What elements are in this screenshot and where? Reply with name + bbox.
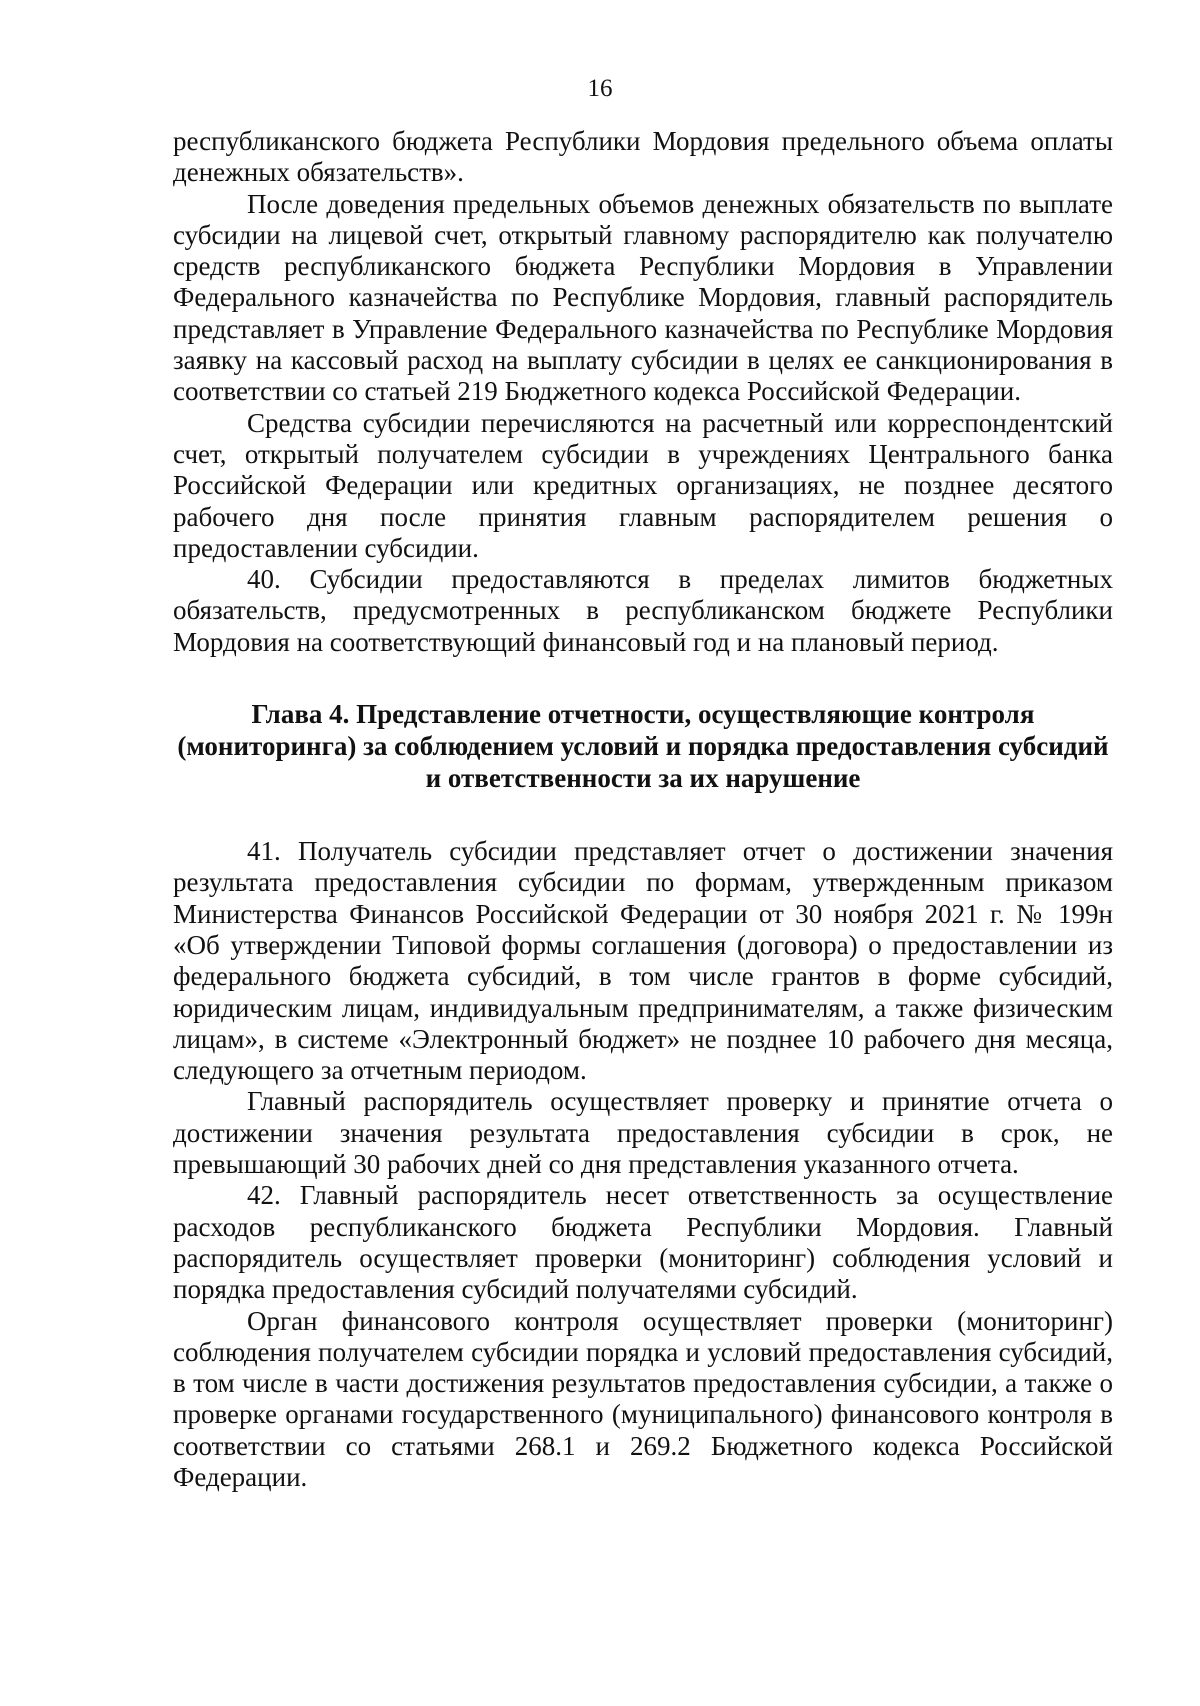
paragraph-budget-limits: После доведения предельных объемов денежных обязательств по выплате субсидии на лицевой счет, открытый главному распорядителю как получателю средств республиканского бюджета Республики Мордовия в Управлении Федерального казначейства по Республике Мордовия, главный распорядитель представляет в Управление Федерального казначейства по Республике Мордовия заявку на кассовый расход на выплату субсидии в целях ее санкционирования в соответствии со статьей 219 Бюджетного кодекса Российской Федерации. (173, 188, 1113, 407)
paragraph-clause-42: 42. Главный распорядитель несет ответственность за осуществление расходов республиканского бюджета Республики Мордовия. Главный распорядитель осуществляет проверки (мониторинг) соблюдения условий и порядка предоставления субсидий получателями субсидий. (173, 1180, 1113, 1305)
paragraph-clause-41: 41. Получатель субсидии представляет отчет о достижении значения результата предоставления субсидии по формам, утвержденным приказом Министерства Финансов Российской Федерации от 30 ноября 2021 г. № 199н «Об утверждении Типовой формы соглашения (договора) о предоставлении из федерального бюджета субсидий, в том числе грантов в форме субсидий, юридическим лицам, индивидуальным предпринимателям, а также физическим лицам», в системе «Электронный бюджет» не позднее 10 рабочего дня месяца, следующего за отчетным периодом. (173, 836, 1113, 1086)
paragraph-report-review: Главный распорядитель осуществляет проверку и принятие отчета о достижении значения результата предоставления субсидии в срок, не превышающий 30 рабочих дней со дня представления указанного отчета. (173, 1086, 1113, 1180)
chapter-title: Глава 4. Представление отчетности, осуществляющие контроля (мониторинга) за соблюдением условий и порядка предоставления субсидий и ответственности за их нарушение (177, 699, 1109, 794)
paragraph-clause-40: 40. Субсидии предоставляются в пределах лимитов бюджетных обязательств, предусмотренных в республиканском бюджете Республики Мордовия на соответствующий финансовый год и на плановый период. (173, 564, 1113, 657)
paragraph-financial-control: Орган финансового контроля осуществляет проверки (мониторинг) соблюдения получателем субсидии порядка и условий предоставления субсидий, в том числе в части достижения результатов предоставления субсидии, а также о проверке органами государственного (муниципального) финансового контроля в соответствии со статьями 268.1 и 269.2 Бюджетного кодекса Российской Федерации. (173, 1305, 1113, 1492)
paragraph-continuation: республиканского бюджета Республики Мордовия предельного объема оплаты денежных обязательств». (173, 126, 1113, 188)
page-number: 16 (587, 75, 613, 102)
paragraph-subsidy-transfer: Средства субсидии перечисляются на расчетный или корреспондентский счет, открытый получателем субсидии в учреждениях Центрального банка Российской Федерации или кредитных организациях, не позднее десятого рабочего дня после принятия главным распорядителем решения о предоставлении субсидии. (173, 407, 1113, 563)
document-body (173, 126, 1113, 1493)
